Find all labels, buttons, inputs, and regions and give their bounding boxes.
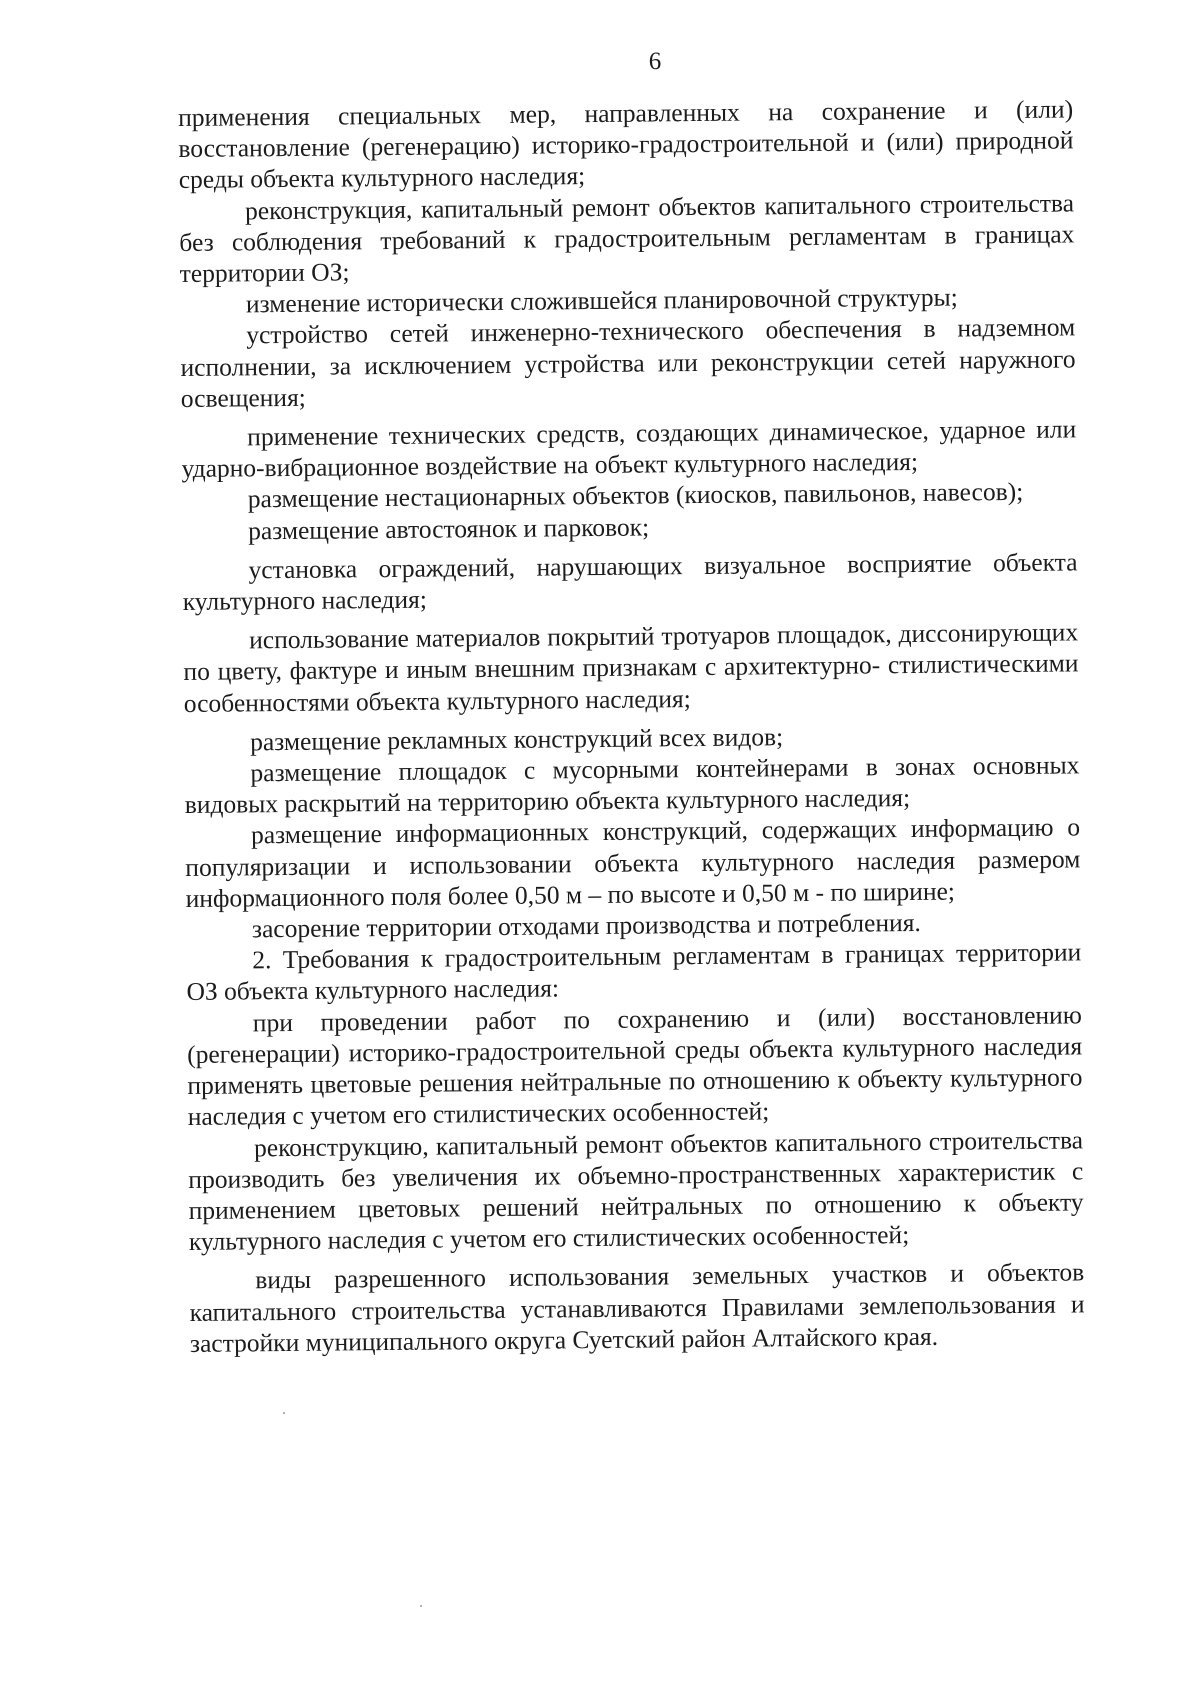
paragraph: размещение нестационарных объектов (киосков, павильонов, навесов); — [247, 477, 1024, 514]
paragraph: установка ограждений, нарушающих визуальное восприятие объекта культурного наследия; — [182, 547, 1078, 617]
paragraph: при проведении работ по сохранению и (или) восстановлению (регенерации) историко-градостроительной среды объекта культурного наследия применять цветовые решения нейтральные по отношению к объекту культурного наследия с учетом его стилистических особенностей; — [187, 1000, 1083, 1132]
paragraph: применения специальных мер, направленных на сохранение и (или) восстановление (регенерацию) историко-градостроительной и (или) природной среды объекта культурного наследия; — [178, 94, 1074, 195]
scan-speck — [420, 1605, 422, 1607]
paragraph: использование материалов покрытий тротуаров площадок, диссонирующих по цвету, фактуре и иным внешним признакам с архитектурно- стилистическими особенностями объекта культурного наследия; — [183, 617, 1079, 718]
paragraph: размещение автостоянок и парковок; — [247, 512, 650, 545]
paragraph: применение технических средств, создающих динамическое, ударное или ударно-вибрационное воздействие на объект культурного наследия; — [181, 414, 1077, 484]
document-body — [178, 93, 1085, 1358]
paragraph: виды разрешенного использования земельных участков и объектов капитального строительства устанавливаются Правилами землепользования и застройки муниципального округа Суетский район Алтайского края. — [189, 1257, 1085, 1358]
paragraph: размещение площадок с мусорными контейнерами в зонах основных видовых раскрытий на территорию объекта культурного наследия; — [184, 750, 1080, 820]
paragraph: засорение территории отходами производства и потребления. — [251, 907, 921, 944]
paragraph: реконструкция, капитальный ремонт объектов капитального строительства без соблюдения требований к градостроительным регламентам в границах территории ОЗ; — [179, 188, 1075, 289]
paragraph: реконструкцию, капитальный ремонт объектов капитального строительства производить без увеличения их объемно-пространственных характеристик с применением цветовых решений нейтральных по отношению к объекту культурного наследия с учетом его стилистических особенностей; — [188, 1124, 1084, 1257]
page-number: 6 — [648, 48, 662, 75]
paragraph: размещение информационных конструкций, содержащих информацию о популяризации и использовании объекта культурного наследия размером информационного поля более 0,50 м – по высоте и 0,50 м - по ширине; — [185, 812, 1081, 913]
scan-speck — [283, 1412, 285, 1414]
paragraph: устройство сетей инженерно-технического обеспечения в надземном исполнении, за исключением устройства или реконструкции сетей наружного освещения; — [180, 312, 1076, 413]
paragraph: изменение исторически сложившейся планировочной структуры; — [245, 282, 958, 319]
paragraph: 2. Требования к градостроительным регламентам в границах территории ОЗ объекта культурного наследия: — [186, 937, 1082, 1007]
paragraph: размещение рекламных конструкций всех видов; — [250, 722, 784, 757]
